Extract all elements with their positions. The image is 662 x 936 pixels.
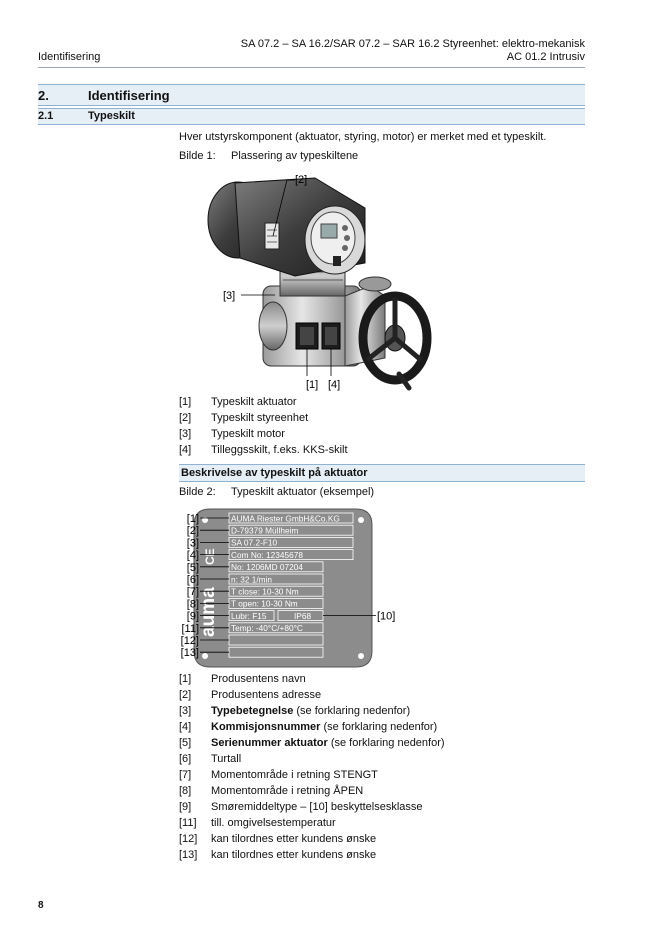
plate-callout-left: [7] bbox=[186, 586, 199, 599]
plate-field-ip: IP68 bbox=[294, 610, 312, 621]
plate-field-text: Com No: 12345678 bbox=[231, 549, 303, 560]
legend-item bbox=[179, 815, 445, 831]
legend-number: [13] bbox=[179, 849, 198, 861]
legend-text bbox=[211, 815, 336, 831]
legend-description: Typeskilt styreenhet bbox=[211, 412, 309, 424]
plate-callout-left: [8] bbox=[186, 598, 199, 611]
legend-item bbox=[179, 783, 445, 799]
plate-field-text: D-79379 Müllheim bbox=[231, 525, 299, 536]
legend-term: Typebetegnelse bbox=[211, 705, 294, 717]
legend-text bbox=[211, 831, 376, 847]
header-section-label: Identifisering bbox=[38, 51, 101, 63]
legend-text bbox=[211, 847, 376, 863]
selector-switch bbox=[333, 256, 341, 266]
legend-text bbox=[211, 671, 306, 687]
legend-number: [12] bbox=[179, 833, 198, 845]
legend-number: [8] bbox=[179, 785, 192, 797]
figure1-caption-text: Plassering av typeskiltene bbox=[231, 150, 359, 162]
legend-item bbox=[179, 426, 348, 442]
legend-description: Momentområde i retning ÅPEN bbox=[211, 785, 364, 797]
legend-number: [9] bbox=[179, 801, 192, 813]
legend-number: [2] bbox=[179, 412, 192, 424]
legend-description: Smøremiddeltype – [10] beskyttelsesklasse bbox=[211, 801, 423, 813]
section-heading bbox=[38, 84, 585, 106]
subsection-title: Typeskilt bbox=[88, 110, 135, 122]
legend-number: [6] bbox=[179, 753, 192, 765]
motor-cap bbox=[259, 302, 287, 350]
legend-text bbox=[211, 799, 423, 815]
legend-number: [7] bbox=[179, 769, 192, 781]
legend-description: Tilleggsskilt, f.eks. KKS-skilt bbox=[211, 444, 348, 456]
legend-number: [4] bbox=[179, 721, 192, 733]
legend-item bbox=[179, 799, 445, 815]
plate-callout-left: [11] bbox=[181, 622, 199, 635]
header-rule bbox=[38, 67, 585, 68]
plate-callout-left: [5] bbox=[186, 561, 199, 574]
legend-text bbox=[211, 735, 445, 751]
plate-brand-logo: auma bbox=[198, 587, 219, 637]
plate-ce-mark: CE bbox=[203, 548, 217, 565]
plate-field-text: SA 07.2-F10 bbox=[231, 537, 278, 548]
legend-item bbox=[179, 751, 445, 767]
legend-item bbox=[179, 671, 445, 687]
plate-callout-left: [2] bbox=[186, 525, 199, 538]
legend-description: Turtall bbox=[211, 753, 242, 765]
display-screen bbox=[321, 224, 337, 238]
legend-number: [1] bbox=[179, 396, 192, 408]
legend-item bbox=[179, 831, 445, 847]
figure1-caption-number: Bilde 1: bbox=[179, 150, 216, 162]
legend-item bbox=[179, 735, 445, 751]
figure1-caption bbox=[179, 150, 358, 162]
plate-description-heading bbox=[179, 464, 585, 482]
plate-field-text: n: 32 1/min bbox=[231, 574, 273, 585]
plate-callout-left: [1] bbox=[186, 513, 199, 525]
plate-screw-bottom-right bbox=[358, 653, 364, 659]
section-number: 2. bbox=[38, 88, 49, 103]
legend-text bbox=[211, 751, 241, 767]
legend-text bbox=[211, 426, 285, 442]
section-title: Identifisering bbox=[88, 88, 170, 103]
legend-description: kan tilordnes etter kundens ønske bbox=[211, 833, 377, 845]
legend-item bbox=[179, 767, 445, 783]
page-number: 8 bbox=[38, 900, 44, 911]
subsection-number: 2.1 bbox=[38, 110, 54, 122]
legend-text bbox=[211, 442, 348, 458]
legend-item bbox=[179, 719, 445, 735]
plate-field-text: AUMA Riester GmbH&Co.KG bbox=[231, 513, 340, 524]
legend-item bbox=[179, 394, 348, 410]
output-flange bbox=[359, 277, 391, 291]
legend-number: [4] bbox=[179, 444, 192, 456]
legend-item bbox=[179, 410, 348, 426]
legend-description: Produsentens navn bbox=[211, 673, 306, 685]
legend-number: [3] bbox=[179, 705, 192, 717]
legend-text bbox=[211, 703, 410, 719]
legend-number: [11] bbox=[179, 817, 197, 829]
legend-description: (se forklaring nedenfor) bbox=[293, 705, 411, 717]
plate-field-text: Lubr: F15 bbox=[231, 610, 267, 621]
legend-item bbox=[179, 442, 348, 458]
figure2-legend bbox=[179, 671, 445, 863]
plate-callout-left: [6] bbox=[186, 574, 199, 586]
plate-screw-top-right bbox=[358, 517, 364, 523]
header-title-line1: SA 07.2 – SA 16.2/SAR 07.2 – SAR 16.2 Styreenhet: elektro-mekanisk bbox=[240, 38, 585, 50]
running-header bbox=[241, 38, 585, 64]
nameplate-diagram bbox=[176, 505, 406, 671]
legend-number: [1] bbox=[179, 673, 192, 685]
plate-field-text: No: 1206MD 07204 bbox=[231, 562, 303, 573]
plate-callout-right: [10] bbox=[377, 610, 396, 623]
legend-description: (se forklaring nedenfor) bbox=[327, 737, 445, 749]
plate-callout-left: [3] bbox=[186, 537, 199, 550]
figure1-legend bbox=[179, 394, 348, 458]
legend-number: [3] bbox=[179, 428, 192, 440]
callout-3: [3] bbox=[223, 290, 236, 302]
plate-field-text: Temp: -40°C/+80°C bbox=[231, 623, 303, 634]
subsection-heading bbox=[38, 108, 585, 125]
legend-term: Serienummer aktuator bbox=[211, 737, 328, 749]
figure2-caption-number: Bilde 2: bbox=[179, 486, 216, 498]
actuator-illustration bbox=[195, 168, 445, 396]
legend-description: Typeskilt aktuator bbox=[211, 396, 297, 408]
callout-1: [1] bbox=[306, 379, 319, 391]
legend-item bbox=[179, 847, 445, 863]
legend-term: Kommisjonsnummer bbox=[211, 721, 321, 733]
legend-description: Typeskilt motor bbox=[211, 428, 285, 440]
legend-item bbox=[179, 687, 445, 703]
legend-description: (se forklaring nedenfor) bbox=[320, 721, 438, 733]
plate-callout-left: [9] bbox=[186, 610, 199, 623]
legend-number: [2] bbox=[179, 689, 192, 701]
plate-field-text: T close: 10-30 Nm bbox=[231, 586, 299, 597]
legend-description: Momentområde i retning STENGT bbox=[211, 769, 378, 781]
legend-text bbox=[211, 767, 378, 783]
intro-paragraph: Hver utstyrskomponent (aktuator, styring, motor) er merket med et typeskilt. bbox=[179, 131, 547, 143]
legend-description: kan tilordnes etter kundens ønske bbox=[211, 849, 377, 861]
legend-text bbox=[211, 687, 321, 703]
plate-callout-left: [12] bbox=[180, 635, 199, 647]
legend-description: Produsentens adresse bbox=[211, 689, 322, 701]
plate-callout-left: [13] bbox=[180, 647, 199, 660]
legend-text bbox=[211, 719, 437, 735]
legend-text bbox=[211, 394, 297, 410]
plate-screw-bottom-left bbox=[202, 653, 208, 659]
legend-description: till. omgivelsestemperatur bbox=[211, 817, 336, 829]
legend-text bbox=[211, 783, 363, 799]
figure2-caption bbox=[179, 486, 374, 498]
callout-2: [2] bbox=[295, 174, 308, 186]
callout-4: [4] bbox=[328, 379, 341, 391]
figure2-caption-text: Typeskilt aktuator (eksempel) bbox=[231, 486, 375, 498]
header-title-line2: AC 01.2 Intrusiv bbox=[506, 51, 585, 63]
plate-field-text: T open: 10-30 Nm bbox=[231, 598, 298, 609]
plate-description-heading-text: Beskrivelse av typeskilt på aktuator bbox=[181, 467, 368, 479]
legend-number: [5] bbox=[179, 737, 192, 749]
plate-callout-left: [4] bbox=[186, 549, 199, 562]
legend-item bbox=[179, 703, 445, 719]
legend-text bbox=[211, 410, 308, 426]
